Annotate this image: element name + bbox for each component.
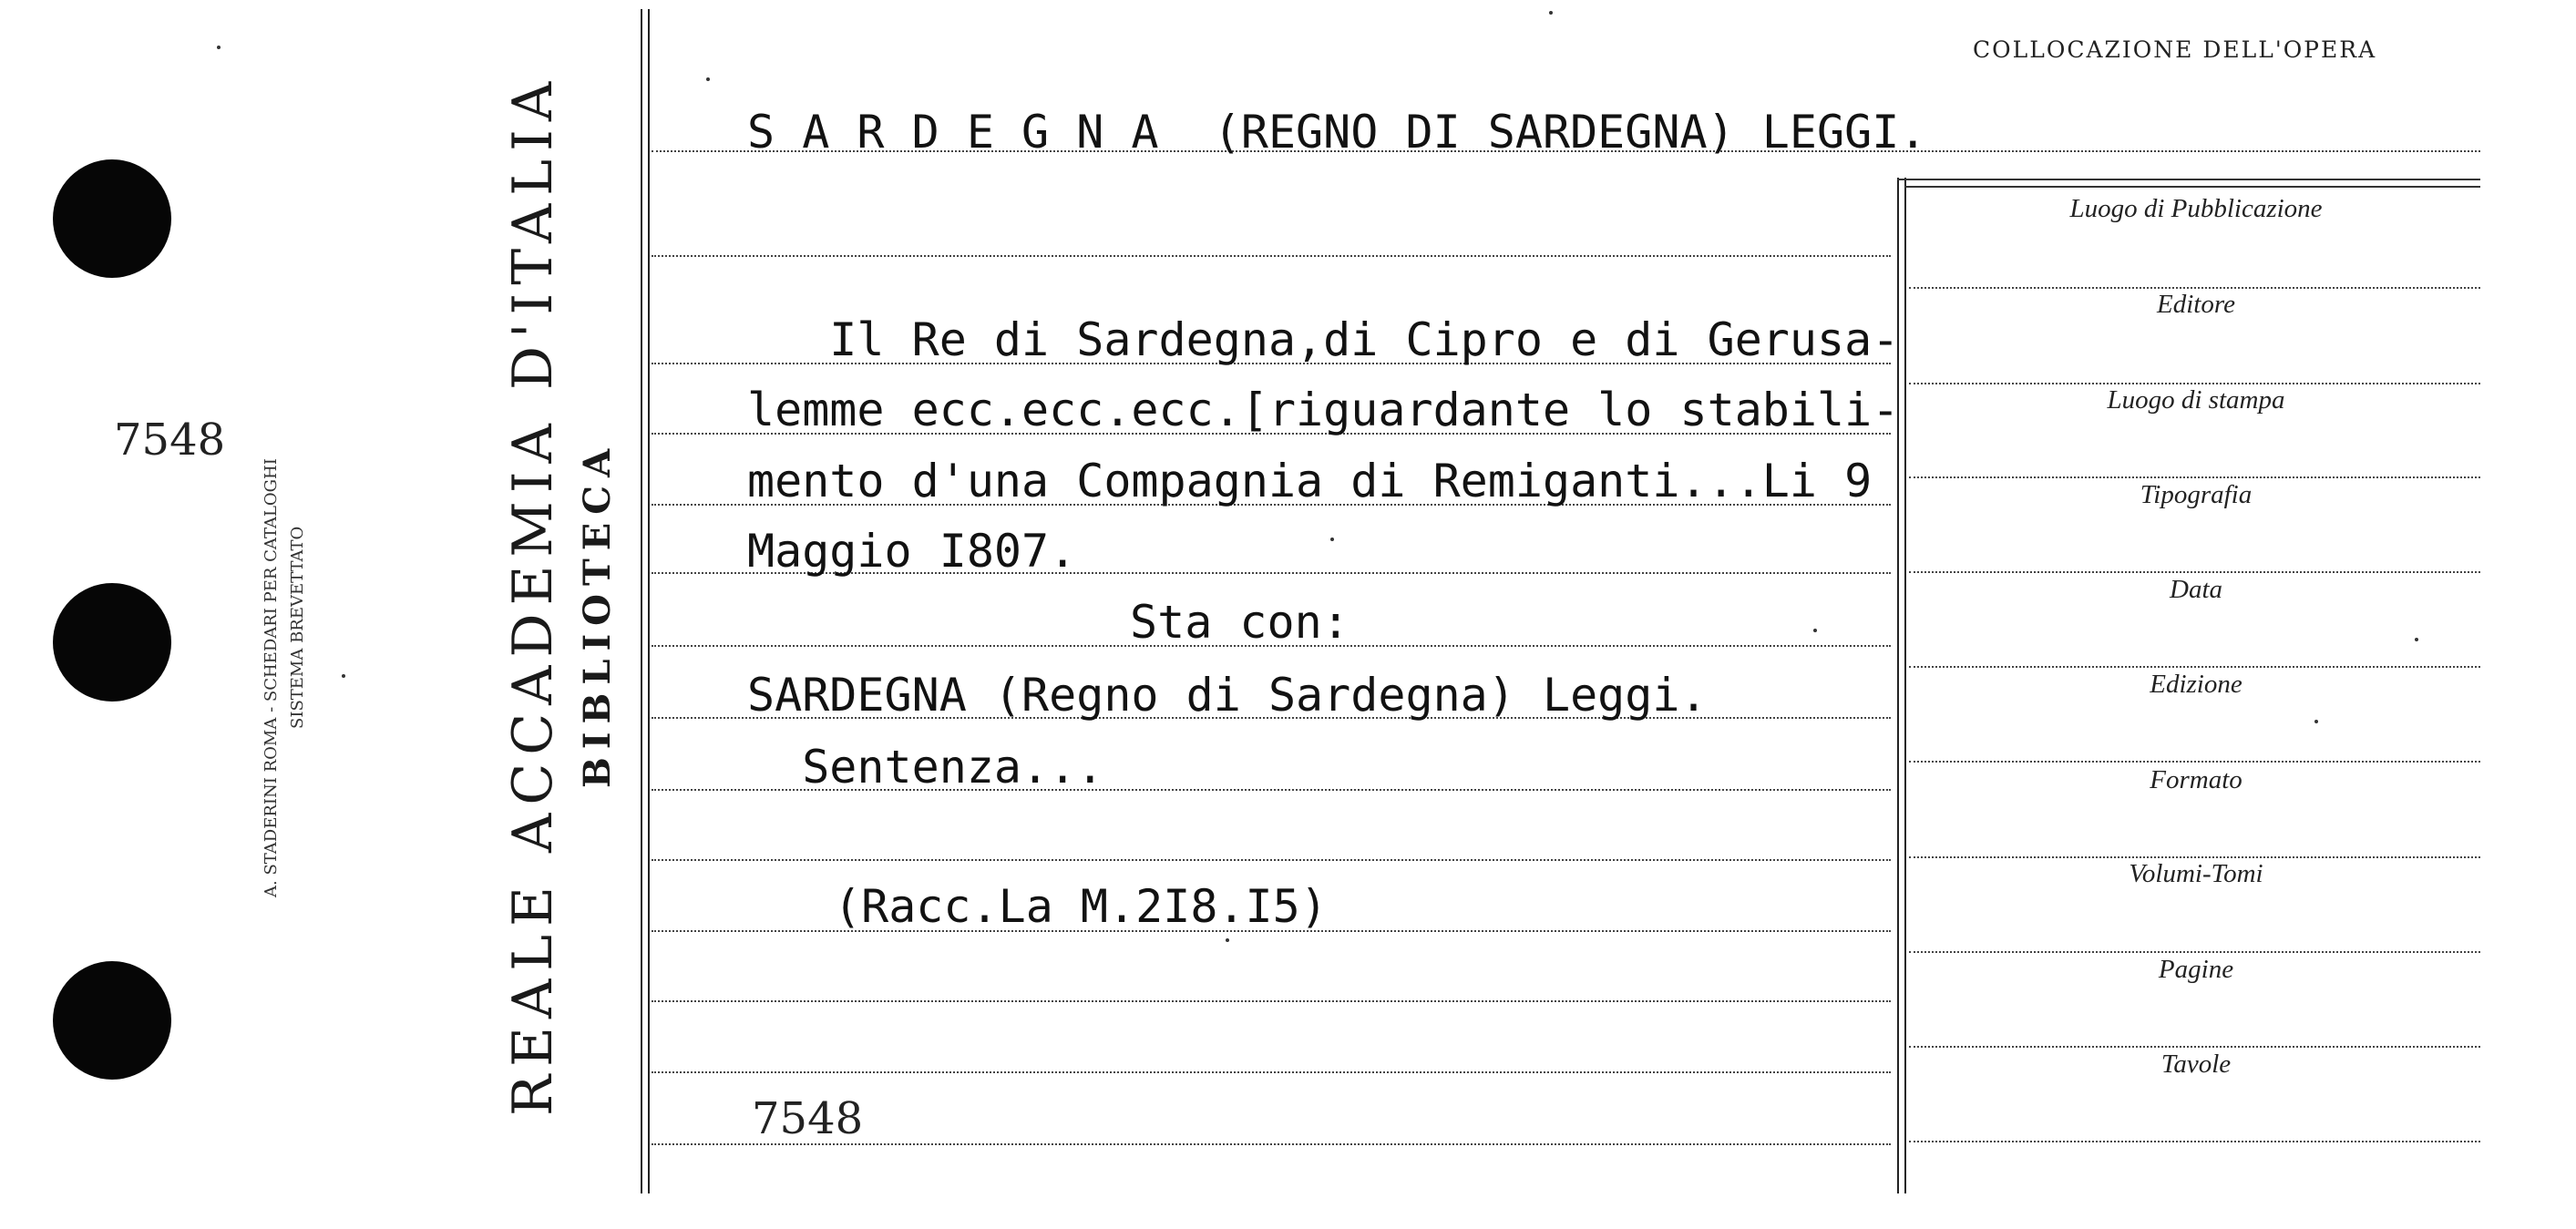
heading-text: S A R D E G N A (REGNO DI SARDEGNA) LEGGI. [747,106,1927,159]
field-label-tipografia: Tipografia [2140,480,2253,509]
accession-number-bottom: 7548 [752,1093,864,1144]
field-label-edizione: Edizione [2150,670,2242,699]
body-line: Maggio I807. [747,525,1077,578]
reference-text: (Racc.La M.2I8.I5) [834,880,1328,933]
field-label-luogo-pubblicazione: Luogo di Pubblicazione [2069,194,2323,223]
scan-speck [2314,720,2318,723]
scan-speck [1549,11,1553,15]
field-label-editore: Editore [2157,290,2235,319]
field-rule [1909,383,2480,384]
scan-speck [2415,638,2418,641]
field-rule [1909,571,2480,573]
left-border-line [641,9,642,1193]
punch-hole [53,583,171,702]
institution-title: REALE ACCADEMIA D'ITALIA [501,73,565,1116]
field-rule [1909,666,2480,668]
printer-imprint: A. STADERINI ROMA - SCHEDARI PER CATALOGHI [262,458,281,897]
field-rule [1909,856,2480,858]
punch-hole [53,961,171,1080]
rule-line [652,1071,1891,1073]
rule-line [652,859,1891,861]
body-line: Il Re di Sardegna,di Cipro e di Gerusa- [747,313,1900,366]
printer-system: SISTEMA BREVETTATO [288,526,307,729]
field-column-top-rule [1897,179,2480,180]
field-label-data: Data [2170,575,2222,604]
field-rule [1909,951,2480,953]
sta-con-text: Sta con: [1130,596,1350,649]
related-line: SARDEGNA (Regno di Sardegna) Leggi. [747,669,1708,722]
rule-line [652,255,1891,257]
field-label-volumi-tomi: Volumi-Tomi [2129,859,2263,888]
scan-speck [217,46,221,49]
body-line: mento d'una Compagnia di Remiganti...Li 9 [747,455,1873,507]
rule-line [652,1000,1891,1002]
field-column-top-rule-inner [1904,186,2480,188]
scan-speck [1330,538,1334,541]
field-rule [1909,761,2480,763]
field-label-formato: Formato [2150,765,2242,794]
collocation-header: COLLOCAZIONE DELL'OPERA [1973,36,2377,63]
scan-speck [1226,938,1229,942]
field-rule [1909,287,2480,289]
field-label-tavole: Tavole [2160,1050,2232,1079]
body-line: lemme ecc.ecc.ecc.[riguardante lo stabili- [747,384,1900,436]
field-rule [1909,1141,2480,1142]
field-label-pagine: Pagine [2158,955,2234,984]
field-rule [1909,1046,2480,1048]
related-line: Sentenza... [747,741,1104,794]
library-title: BIBLIOTECA [576,440,619,788]
field-rule [1909,476,2480,478]
scan-speck [706,77,710,81]
accession-number-left: 7548 [114,415,226,466]
scan-speck [1813,629,1817,632]
punch-hole [53,159,171,278]
scan-speck [342,674,345,678]
left-border-line-inner [648,9,650,1193]
field-label-luogo-stampa: Luogo di stampa [2107,385,2285,415]
